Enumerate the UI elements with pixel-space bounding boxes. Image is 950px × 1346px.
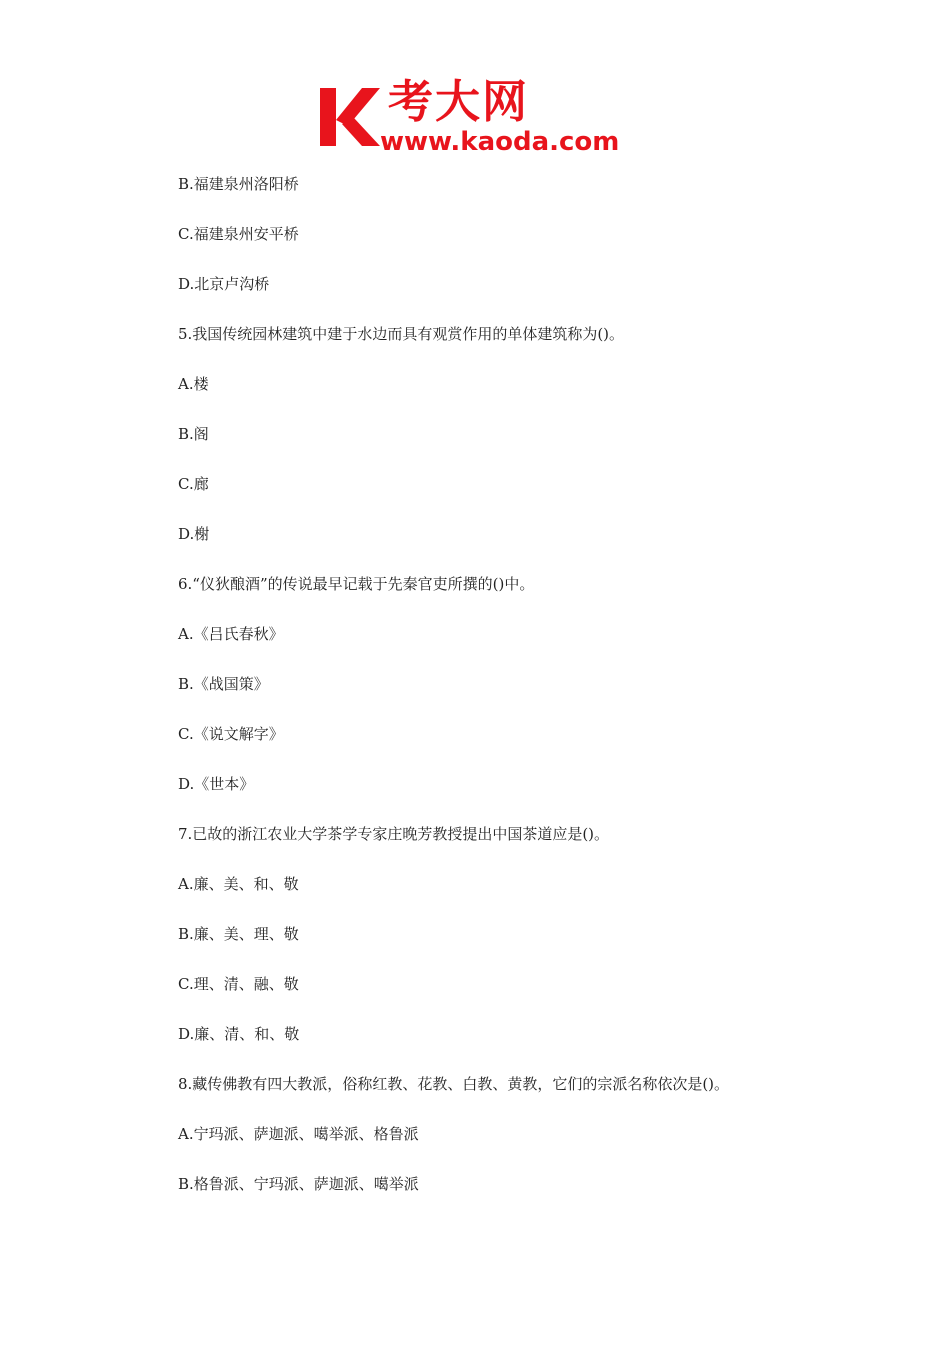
option-b-q8: B.格鲁派、宁玛派、萨迦派、噶举派 (178, 1175, 419, 1193)
logo-brand-url: www.kaoda.com (380, 127, 620, 157)
option-d-q4: D.北京卢沟桥 (178, 275, 270, 293)
option-d-q5: D.榭 (178, 525, 210, 543)
option-c-q6: C.《说文解字》 (178, 725, 284, 743)
logo-brand-name: 考大网 (388, 75, 530, 128)
question-8: 8.藏传佛教有四大教派，俗称红教、花教、白教、黄教，它们的宗派名称依次是()。 (178, 1075, 730, 1093)
question-content (178, 172, 878, 1222)
option-d-q7: D.廉、清、和、敬 (178, 1025, 300, 1043)
option-c-q5: C.廊 (178, 475, 209, 493)
option-b-q5: B.阁 (178, 425, 209, 443)
option-a-q6: A.《吕氏春秋》 (178, 625, 284, 643)
option-b-q6: B.《战国策》 (178, 675, 269, 693)
option-b-q7: B.廉、美、理、敬 (178, 925, 299, 943)
question-5: 5.我国传统园林建筑中建于水边而具有观赏作用的单体建筑称为()。 (178, 325, 625, 343)
option-b-q4: B.福建泉州洛阳桥 (178, 175, 299, 193)
k-logo-icon (318, 84, 382, 150)
option-a-q7: A.廉、美、和、敬 (178, 875, 299, 893)
option-c-q4: C.福建泉州安平桥 (178, 225, 299, 243)
question-6: 6.“仪狄酿酒”的传说最早记载于先秦官吏所撰的()中。 (178, 575, 535, 593)
option-d-q6: D.《世本》 (178, 775, 255, 793)
option-c-q7: C.理、清、融、敬 (178, 975, 299, 993)
option-a-q8: A.宁玛派、萨迦派、噶举派、格鲁派 (178, 1125, 419, 1143)
question-7: 7.已故的浙江农业大学茶学专家庄晚芳教授提出中国茶道应是()。 (178, 825, 610, 843)
kaoda-logo (318, 74, 640, 162)
option-a-q5: A.楼 (178, 375, 209, 393)
